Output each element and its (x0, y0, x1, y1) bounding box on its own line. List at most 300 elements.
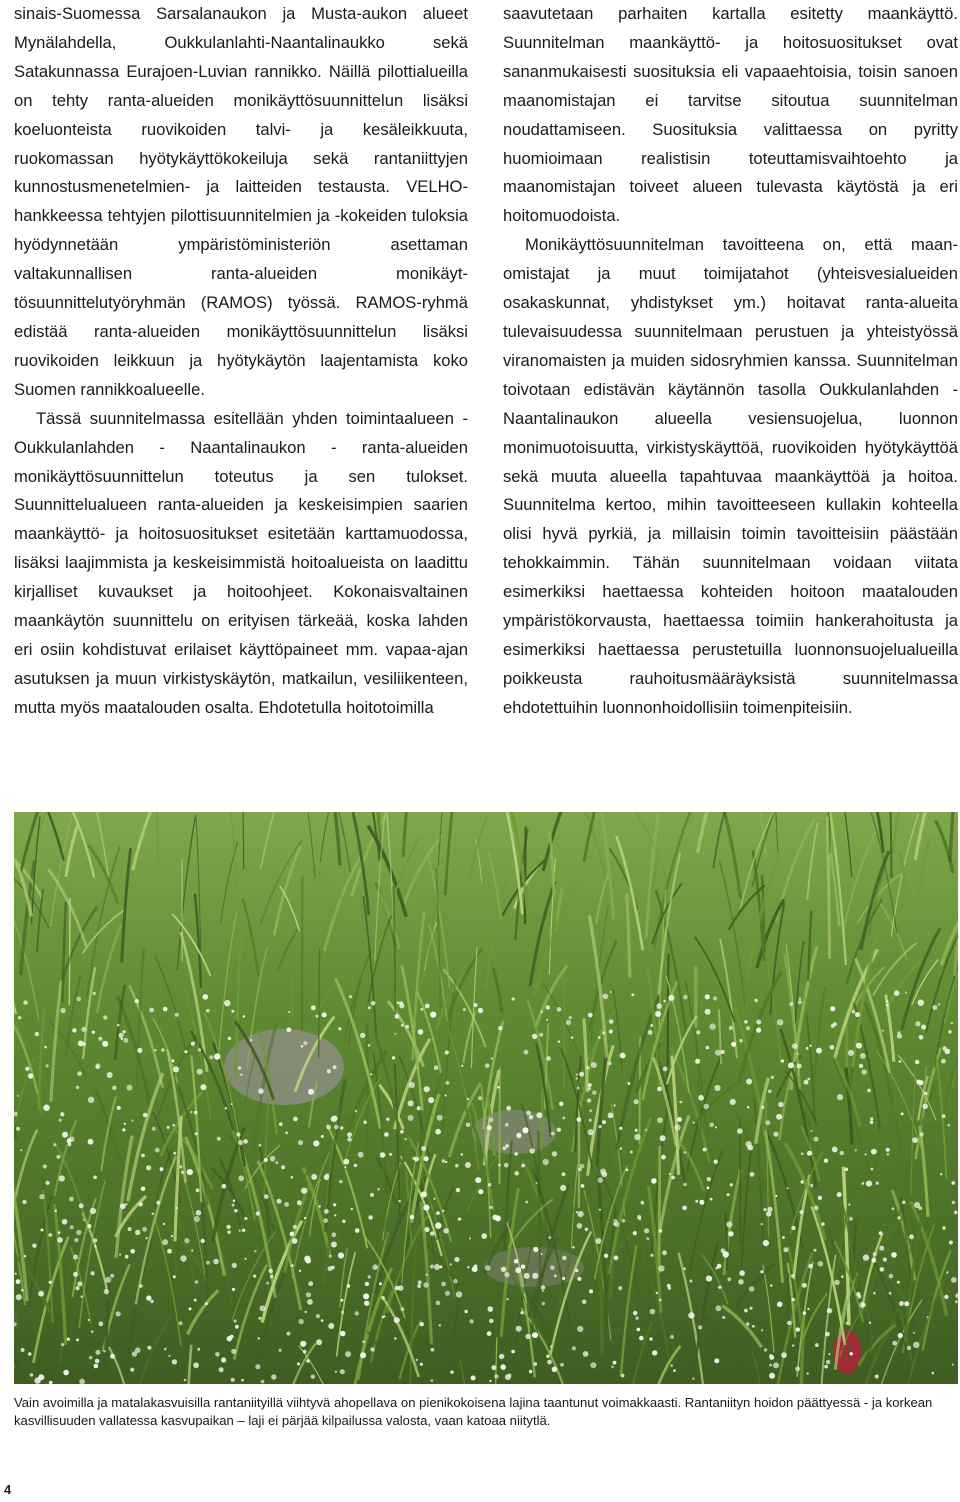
flower (99, 1321, 104, 1326)
flower (57, 1237, 63, 1243)
flower (524, 1273, 530, 1279)
flower (219, 1367, 224, 1372)
flower (589, 1109, 592, 1112)
flower (525, 1201, 528, 1204)
flower (815, 1343, 819, 1347)
flower (297, 1362, 300, 1365)
flower (747, 1106, 749, 1108)
flower (803, 1311, 806, 1314)
flower (924, 1092, 927, 1095)
flower (942, 1114, 946, 1118)
flower (882, 1030, 884, 1032)
flower (792, 1298, 795, 1301)
flower (791, 1274, 795, 1278)
flower (598, 1036, 601, 1039)
flower (614, 1222, 619, 1227)
flower (215, 1352, 220, 1357)
flower (214, 1053, 220, 1059)
figure-caption: Vain avoimilla ja matalakasvuisilla rantaniityillä viihtyvä ahopellava on pienikokoisena lajina taantunut voimakkaasti. Rantaniityn hoidon päättyessä - ja korkean kasvillisuuden vallatessa kasvupaikan – laji ei pärjää kilpailussa valosta, vaan katoaa niitytlä. (14, 1395, 933, 1428)
flower (222, 1184, 227, 1189)
flower (669, 1173, 671, 1175)
flower (750, 1172, 755, 1177)
flower (656, 1292, 658, 1294)
flower (189, 1307, 192, 1310)
flower (88, 1097, 94, 1103)
flower (142, 1227, 147, 1232)
flower (77, 1281, 82, 1286)
flower (193, 1362, 199, 1368)
flower (293, 1225, 297, 1229)
flower (683, 1183, 687, 1187)
flower (454, 1257, 459, 1262)
grass-blade (726, 1213, 727, 1270)
flower (489, 1206, 492, 1209)
flower (458, 1218, 461, 1221)
flower (184, 1050, 187, 1053)
flower (891, 1252, 897, 1258)
flower (301, 1045, 304, 1048)
flower (423, 1205, 429, 1211)
flower (83, 1219, 85, 1221)
flower (76, 1339, 79, 1342)
flower (206, 1009, 210, 1013)
flower (682, 1206, 687, 1211)
flower (566, 1020, 571, 1025)
flower (491, 1365, 496, 1370)
flower (49, 1281, 52, 1284)
flower (589, 1119, 592, 1122)
flower (475, 1177, 481, 1183)
flower (489, 1117, 494, 1122)
flower (651, 1178, 657, 1184)
flower (609, 1029, 613, 1033)
flower (478, 1189, 483, 1194)
flower (855, 1149, 857, 1151)
flower (598, 1125, 601, 1128)
flower (213, 1259, 219, 1265)
flower (241, 1379, 244, 1382)
flower (797, 1064, 802, 1069)
flower (269, 1269, 273, 1273)
flower (942, 1046, 946, 1050)
flower (103, 1015, 107, 1019)
flower (871, 1168, 874, 1171)
flower (424, 1086, 430, 1092)
flower (705, 994, 710, 999)
flower (572, 1346, 576, 1350)
flower (228, 1037, 231, 1040)
flower (79, 1203, 84, 1208)
flower (255, 1364, 260, 1369)
flower (862, 1182, 865, 1185)
flower (558, 1040, 561, 1043)
flower (395, 1014, 399, 1018)
flower (488, 1306, 494, 1312)
flower (102, 1041, 108, 1047)
flower (494, 1374, 499, 1379)
flower (55, 1210, 57, 1212)
flower (187, 1169, 193, 1175)
flower (370, 1073, 372, 1075)
flower (197, 1348, 200, 1351)
flower (340, 1299, 343, 1302)
flower (902, 1201, 905, 1204)
flower (445, 1081, 449, 1085)
flower (303, 1350, 307, 1354)
flower (91, 1331, 93, 1333)
flower (256, 1211, 260, 1215)
flower (401, 1024, 404, 1027)
flower (194, 1299, 197, 1302)
flower (580, 1164, 585, 1169)
flower (324, 1175, 329, 1180)
flower (298, 1140, 303, 1145)
flower (365, 1282, 369, 1286)
flower (250, 1039, 252, 1041)
flower (141, 1187, 146, 1192)
flower (807, 1308, 809, 1310)
flower (28, 1352, 32, 1356)
flower (771, 1076, 774, 1079)
flower (171, 1235, 173, 1237)
flower (921, 1025, 926, 1030)
flower (421, 1191, 427, 1197)
flower (340, 1331, 346, 1337)
flower (703, 1104, 709, 1110)
flower (715, 1126, 717, 1128)
flower (952, 1201, 955, 1204)
flower (382, 1316, 385, 1319)
flower (355, 1228, 360, 1233)
flower (408, 1115, 414, 1121)
left-text-column (14, 0, 468, 723)
flower (16, 1279, 21, 1284)
flower (474, 1003, 478, 1007)
flower (73, 1254, 78, 1259)
flower (604, 1254, 608, 1258)
flower (760, 1270, 763, 1273)
flower (368, 1215, 373, 1220)
flower (587, 1098, 591, 1102)
flower (88, 1139, 94, 1145)
flower (88, 1319, 90, 1321)
flower (692, 1378, 694, 1380)
flower (873, 1252, 877, 1256)
flower (461, 1065, 463, 1067)
flower (469, 1319, 473, 1323)
flower (299, 1319, 304, 1324)
flower (756, 1028, 761, 1033)
body-paragraph: Monikäyttösuunnitelman tavoitteena on, että maanomistajat ja muut toimijatahot (yhteisvesialueiden osakaskunnat, yhdistykset ym.) hoitavat ranta-alueita tulevaisuudessa suunnitelmaan perustuen ja yhteistyössä viranomaisten ja muiden sidosryhmien kanssa. Suunnitelman toivotaan edistävän käytännön tasolla Oukkulanlahden - Naantalinaukon alueella vesiensuojelua, luonnon monimuotoisuutta, virkistyskäyttöä, ruovikoiden hyötykäyttöä sekä muuta alueella tapahtuvaa maankäyttöä ja hoitoa. Suunnitelma kertoo, mihin tavoitteeseen kullakin kohteella olisi hyvä pyrkiä, ja millaisin toimin tavoitteisiin päästään tehokkaimmin. Tähän suunnitelmaan voidaan viitata esimerkiksi haettaessa kohteiden hoitoon maatalouden ympäristökorvausta, haettaessa toimiin hankerahoitusta ja esimerkiksi haettaessa perustetuilla luonnonsuojelualueilla poikkeusta rauhoitusmääräyksistä suunnitelmassa ehdotettuihin luonnonhoidollisiin toimenpiteisiin. (503, 235, 958, 717)
flower (562, 1277, 565, 1280)
flower (578, 1211, 584, 1217)
flower (721, 1050, 725, 1054)
flower (498, 1164, 501, 1167)
flower (941, 1059, 946, 1064)
flower (59, 1119, 62, 1122)
flower (618, 1286, 622, 1290)
flower (333, 1203, 336, 1206)
flower (864, 1153, 866, 1155)
flower (650, 1254, 653, 1257)
flower (258, 1337, 260, 1339)
flower (363, 1293, 369, 1299)
flower (801, 1153, 804, 1156)
flower (777, 1302, 783, 1308)
flower (163, 1007, 168, 1012)
flower (773, 1132, 778, 1137)
flower (386, 1118, 389, 1121)
flower (292, 1238, 298, 1244)
flower (339, 1180, 343, 1184)
flower (478, 1096, 482, 1100)
flower (909, 1234, 914, 1239)
flower (340, 1126, 343, 1129)
flower (649, 1337, 653, 1341)
flower (173, 1066, 179, 1072)
flower (121, 1038, 123, 1040)
flower (536, 1112, 542, 1118)
flower (809, 1044, 812, 1047)
flower (942, 1226, 945, 1229)
flower (291, 1176, 294, 1179)
flower (715, 1267, 718, 1270)
flower (152, 1212, 155, 1215)
flower (290, 1232, 295, 1237)
flower (231, 1378, 235, 1382)
flower (21, 1348, 25, 1352)
flower (768, 1090, 772, 1094)
flower (671, 1176, 675, 1180)
flower (695, 1059, 700, 1064)
flower (746, 1026, 750, 1030)
flower (240, 1074, 242, 1076)
flower (778, 1102, 784, 1108)
flower (287, 1027, 292, 1032)
flower (78, 1041, 84, 1047)
flower (783, 1247, 788, 1252)
flower (316, 1339, 322, 1345)
flower (592, 1090, 597, 1095)
flower (95, 1350, 100, 1355)
flower (135, 1230, 140, 1235)
flower (162, 1239, 168, 1245)
flower (543, 1159, 549, 1165)
flower (125, 1255, 129, 1259)
flower (488, 1183, 492, 1187)
flower (792, 1344, 794, 1346)
flower (196, 1189, 200, 1193)
flower (195, 1280, 199, 1284)
flower (443, 1228, 449, 1234)
flower (25, 1067, 29, 1071)
flower (915, 1021, 920, 1026)
flower (913, 1342, 919, 1348)
flower (334, 1125, 339, 1130)
flower (70, 1225, 74, 1229)
flower (198, 1048, 201, 1051)
flower (684, 1151, 687, 1154)
flower (739, 1039, 742, 1042)
flower (270, 1156, 276, 1162)
flower (442, 1210, 444, 1212)
flower (313, 1140, 319, 1146)
flower (316, 1015, 319, 1018)
flower (542, 1302, 545, 1305)
flower (424, 1156, 429, 1161)
flower (281, 1165, 285, 1169)
flower (235, 1325, 239, 1329)
flower (445, 1094, 447, 1096)
flower (516, 1326, 522, 1332)
flower (362, 1340, 365, 1343)
flower (173, 1152, 176, 1155)
flower (344, 1166, 346, 1168)
flower (515, 1267, 521, 1273)
flower (409, 1082, 415, 1088)
flower (769, 1355, 774, 1360)
flower (542, 1290, 544, 1292)
flower (270, 1275, 273, 1278)
flower (243, 1139, 248, 1144)
flower (801, 1180, 804, 1183)
flower (688, 1312, 694, 1318)
flower (46, 1181, 50, 1185)
flower (221, 1357, 226, 1362)
flower (663, 1067, 668, 1072)
flower (845, 1168, 849, 1172)
flower (550, 1346, 552, 1348)
flower (875, 1374, 879, 1378)
flower (372, 1264, 378, 1270)
flower (706, 1276, 712, 1282)
flower (333, 1065, 337, 1069)
flower (347, 1137, 351, 1141)
flower (530, 1116, 532, 1118)
flower (399, 1003, 404, 1008)
flower (152, 1127, 156, 1131)
flower (622, 1219, 626, 1223)
flower (116, 1311, 121, 1316)
flower (657, 1117, 663, 1123)
flower (161, 1048, 165, 1052)
flower (901, 1112, 904, 1115)
flower (825, 1332, 830, 1337)
flower (731, 1042, 736, 1047)
flower (377, 1188, 379, 1190)
flower (139, 1202, 143, 1206)
flower (503, 1146, 507, 1150)
flower (709, 1023, 715, 1029)
flower (311, 1174, 317, 1180)
flower (889, 1292, 892, 1295)
flower (610, 991, 612, 993)
flower (818, 1196, 822, 1200)
flower (417, 1284, 421, 1288)
flower (804, 1080, 809, 1085)
flower (491, 1057, 493, 1059)
flower (946, 1271, 948, 1273)
flower (335, 1371, 337, 1373)
flower (674, 1125, 680, 1131)
flower (63, 1370, 69, 1376)
flower (364, 1301, 369, 1306)
flower (236, 1132, 240, 1136)
flower (660, 1135, 666, 1141)
flower (15, 1273, 17, 1275)
flower (849, 1217, 853, 1221)
flower (132, 1120, 134, 1122)
flower (179, 1165, 182, 1168)
flower (659, 1299, 662, 1302)
flower (93, 992, 96, 995)
flower (585, 1228, 588, 1231)
flower (837, 1094, 843, 1100)
flower (425, 1274, 427, 1276)
flower (62, 1132, 68, 1138)
flower (899, 1301, 904, 1306)
flower (175, 1207, 177, 1209)
flower (371, 1001, 376, 1006)
flower (807, 1078, 810, 1081)
flower (338, 1252, 344, 1258)
flower (581, 1184, 585, 1188)
flower (698, 1325, 702, 1329)
flower (180, 1255, 186, 1261)
flower (450, 1371, 453, 1374)
flower (94, 1245, 96, 1247)
flower (160, 1167, 164, 1171)
flower (172, 1059, 175, 1062)
flower (810, 1184, 814, 1188)
flower (714, 1085, 720, 1091)
flower (275, 1161, 278, 1164)
flower (197, 1069, 203, 1075)
flower (77, 1071, 82, 1076)
flower (951, 1022, 953, 1024)
flower (541, 1285, 545, 1289)
flower (754, 999, 758, 1003)
flower (156, 1201, 160, 1205)
flower (729, 1026, 733, 1030)
flower (77, 997, 82, 1002)
flower (471, 1376, 476, 1381)
flower (787, 1321, 792, 1326)
flower (351, 1208, 353, 1210)
flower (434, 1264, 440, 1270)
flower (859, 1064, 863, 1068)
flower (744, 1309, 748, 1313)
flower (279, 1349, 282, 1352)
flower (767, 1207, 772, 1212)
flower (841, 1275, 844, 1278)
flower (288, 1011, 290, 1013)
flower (291, 1264, 294, 1267)
flower (308, 1281, 313, 1286)
flower (414, 1157, 419, 1162)
flower (145, 1237, 147, 1239)
flower (766, 1211, 771, 1216)
flower (242, 1229, 246, 1233)
flower (726, 1221, 732, 1227)
flower (715, 1050, 721, 1056)
flower (696, 1030, 700, 1034)
flower (489, 1380, 491, 1382)
flower (709, 1123, 714, 1128)
flower (304, 1217, 306, 1219)
flower (546, 1355, 549, 1358)
flower (450, 1263, 452, 1265)
